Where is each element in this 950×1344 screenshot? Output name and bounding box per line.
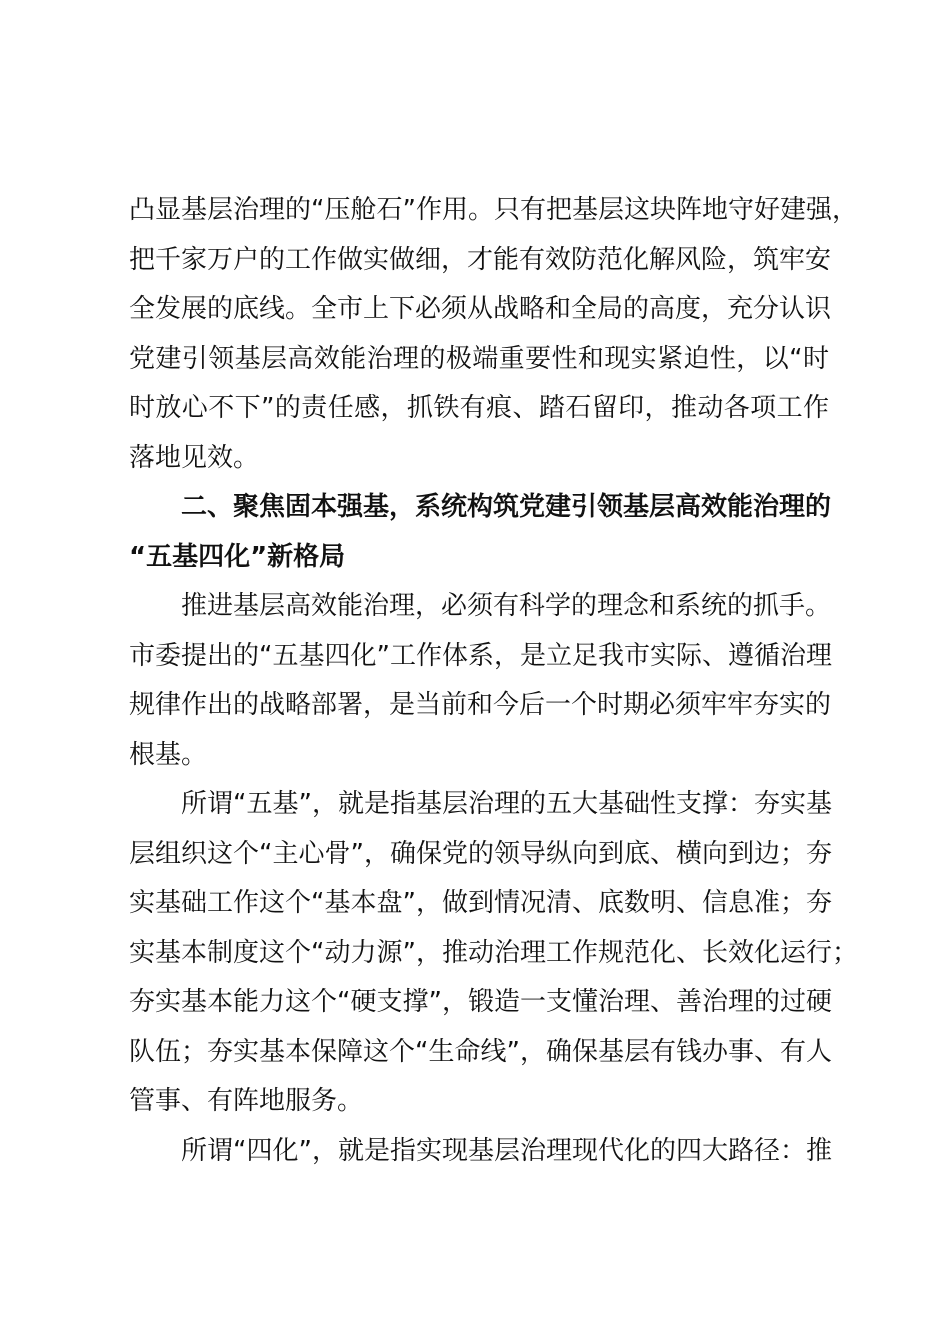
paragraph-3 xyxy=(129,780,858,1127)
heading-line: 二、聚焦固本强基，系统构筑党建引领基层高效能治理的 xyxy=(181,492,832,522)
text-line: 党建引领基层高效能治理的极端重要性和现实紧迫性，以“时 xyxy=(129,343,829,374)
text-line: 实基础工作这个“基本盘”，做到情况清、底数明、信息准；夯 xyxy=(129,888,832,918)
text-line: 落地见效。 xyxy=(129,442,260,473)
text-line: 时放心不下”的责任感，抓铁有痕、踏石留印，推动各项工作 xyxy=(129,393,829,423)
text-line: 夯实基本能力这个“硬支撑”，锻造一支懂治理、善治理的过硬 xyxy=(129,987,832,1017)
text-line: 管事、有阵地服务。 xyxy=(129,1086,364,1116)
text-line: 凸显基层治理的“压舱石”作用。只有把基层这块阵地守好建强， xyxy=(129,195,858,225)
section-heading xyxy=(129,483,832,582)
document-body xyxy=(129,186,858,1176)
text-line: 把千家万户的工作做实做细，才能有效防范化解风险，筑牢安 xyxy=(129,244,832,275)
paragraph-2 xyxy=(129,582,832,780)
text-line: 根基。 xyxy=(129,739,208,770)
text-line: 实基本制度这个“动力源”，推动治理工作规范化、长效化运行； xyxy=(129,937,858,968)
text-line: 全发展的底线。全市上下必须从战略和全局的高度，充分认识 xyxy=(129,294,832,324)
text-line: 所谓“五基”，就是指基层治理的五大基础性支撑：夯实基 xyxy=(181,789,832,819)
text-line: 规律作出的战略部署，是当前和今后一个时期必须牢牢夯实的 xyxy=(129,690,832,720)
text-line: 层组织这个“主心骨”，确保党的领导纵向到底、横向到边；夯 xyxy=(129,838,832,869)
heading-line: “五基四化”新格局 xyxy=(129,541,346,572)
paragraph-1 xyxy=(129,186,858,483)
text-line: 所谓“四化”，就是指实现基层治理现代化的四大路径：推 xyxy=(181,1135,832,1166)
text-line: 队伍；夯实基本保障这个“生命线”，确保基层有钱办事、有人 xyxy=(129,1036,832,1067)
text-line: 推进基层高效能治理，必须有科学的理念和系统的抓手。 xyxy=(181,591,832,621)
text-line: 市委提出的“五基四化”工作体系，是立足我市实际、遵循治理 xyxy=(129,640,832,671)
paragraph-4 xyxy=(129,1127,832,1177)
